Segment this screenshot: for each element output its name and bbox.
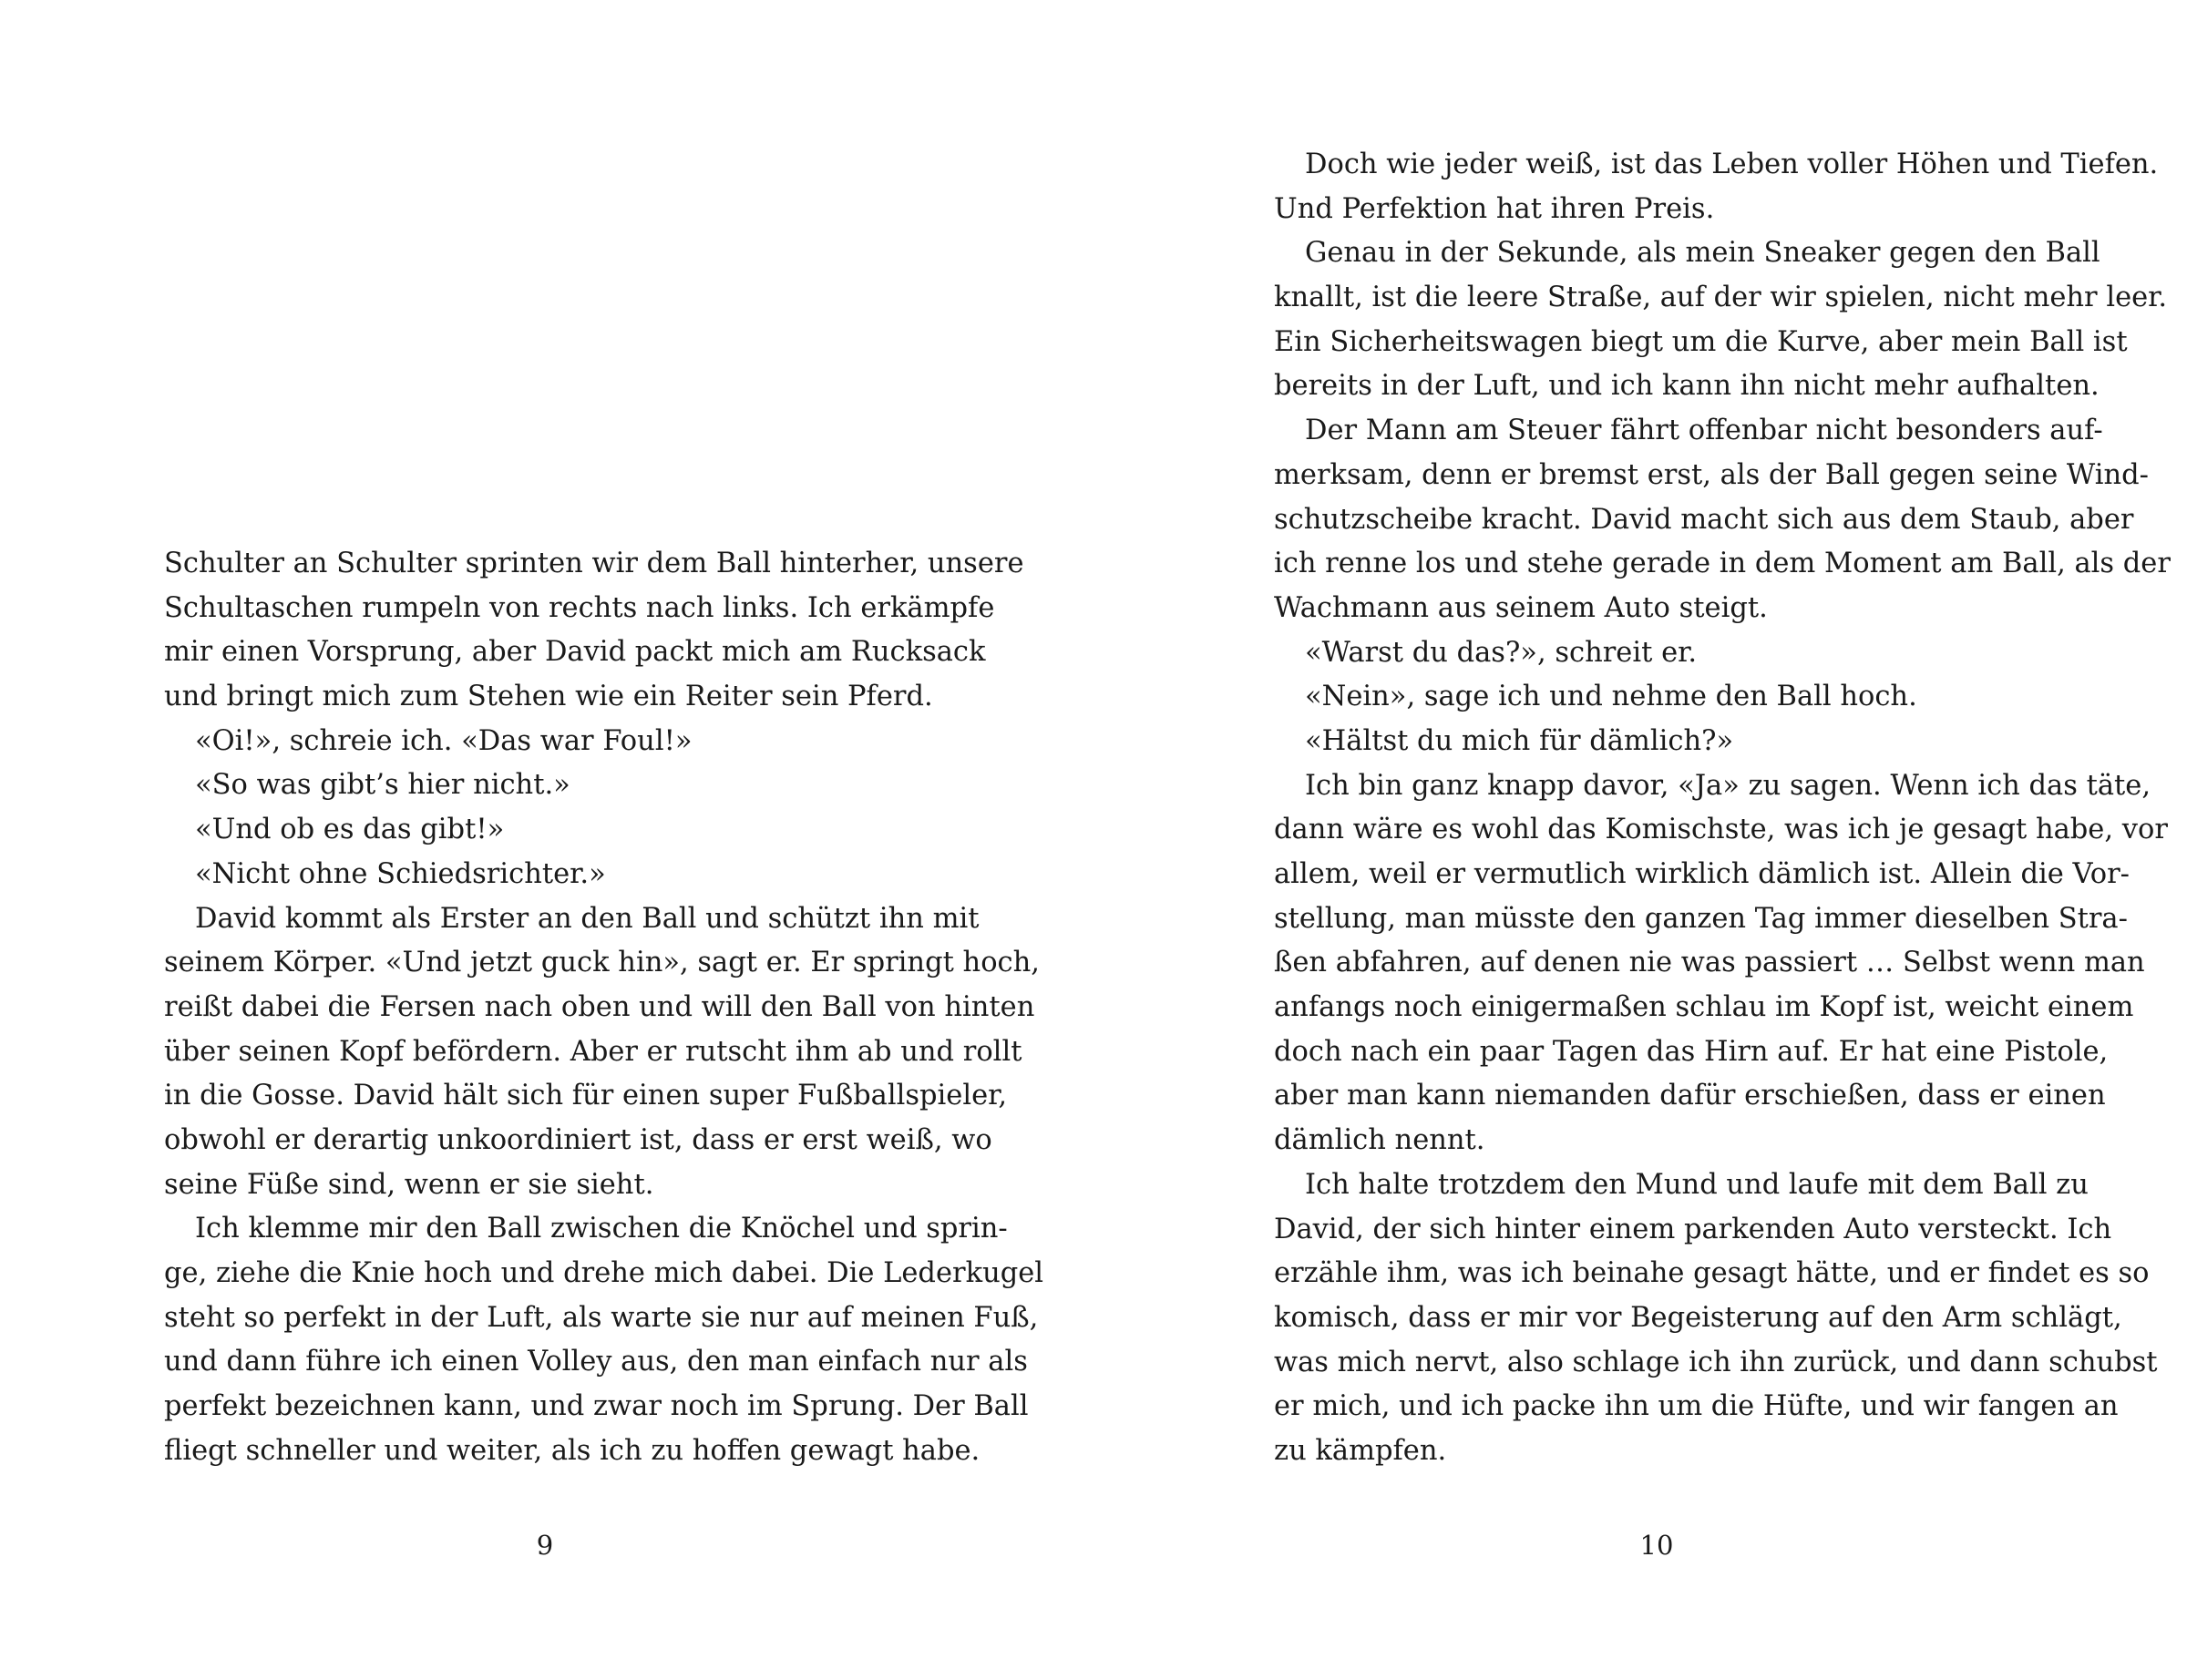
- text-line: reißt dabei die Fersen nach oben und will den Ball von hinten: [164, 990, 1035, 1023]
- text-line: ßen abfahren, auf denen nie was passiert … Selbst wenn man: [1274, 947, 2145, 979]
- text-line: seine Füße sind, wenn er sie sieht.: [164, 1168, 654, 1201]
- text-line: Wachmann aus seinem Auto steigt.: [1274, 591, 1768, 624]
- text-line: Ich halte trotzdem den Mund und laufe mit dem Ball zu: [1305, 1168, 2089, 1201]
- text-line: und bringt mich zum Stehen wie ein Reiter sein Pferd.: [164, 681, 933, 713]
- text-line: «Nicht ohne Schiedsrichter.»: [195, 857, 606, 890]
- text-line: und dann führe ich einen Volley aus, den man einfach nur als: [164, 1346, 1028, 1378]
- text-line: David, der sich hinter einem parkenden Auto versteckt. Ich: [1274, 1213, 2112, 1245]
- text-line: «Warst du das?», schreit er.: [1305, 636, 1698, 669]
- text-line: zu kämpfen.: [1274, 1434, 1447, 1467]
- text-line: Und Perfektion hat ihren Preis.: [1274, 192, 1715, 225]
- text-line: über seinen Kopf befördern. Aber er rutscht ihm ab und rollt: [164, 1035, 1022, 1068]
- text-line: doch nach ein paar Tagen das Hirn auf. Er hat eine Pistole,: [1274, 1035, 2109, 1068]
- text-line: David kommt als Erster an den Ball und schützt ihn mit: [195, 902, 980, 935]
- right-page-body: [1274, 143, 2171, 1474]
- text-line: seinem Körper. «Und jetzt guck hin», sagt er. Er springt hoch,: [164, 947, 1040, 979]
- text-line: perfekt bezeichnen kann, und zwar noch im Sprung. Der Ball: [164, 1390, 1029, 1423]
- text-line: mir einen Vorsprung, aber David packt mich am Rucksack: [164, 636, 986, 669]
- text-line: «Oi!», schreie ich. «Das war Foul!»: [195, 724, 693, 757]
- text-line: stellung, man müsste den ganzen Tag immer dieselben Stra-: [1274, 902, 2128, 935]
- text-line: anfangs noch einigermaßen schlau im Kopf ist, weicht einem: [1274, 991, 2134, 1024]
- right-page: [1094, 0, 2187, 1680]
- text-line: ge, ziehe die Knie hoch und drehe mich dabei. Die Lederkugel: [164, 1257, 1044, 1289]
- text-line: «So was gibt’s hier nicht.»: [195, 769, 570, 802]
- text-line: komisch, dass er mir vor Begeisterung auf den Arm schlägt,: [1274, 1301, 2122, 1334]
- text-line: Doch wie jeder weiß, ist das Leben voller Höhen und Tiefen.: [1305, 149, 2159, 180]
- text-line: merksam, denn er bremst erst, als der Ball gegen seine Wind-: [1274, 458, 2149, 491]
- text-line: er mich, und ich packe ihn um die Hüfte, und wir fangen an: [1274, 1390, 2119, 1423]
- text-line: ich renne los und stehe gerade in dem Moment am Ball, als der: [1274, 548, 2171, 580]
- text-line: dann wäre es wohl das Komischste, was ich je gesagt habe, vor: [1274, 814, 2168, 846]
- text-line: Schultaschen rumpeln von rechts nach links. Ich erkämpfe: [164, 591, 995, 624]
- left-page-body: [164, 542, 1044, 1473]
- text-line: Ich klemme mir den Ball zwischen die Knöchel und sprin-: [195, 1213, 1008, 1245]
- text-line: allem, weil er vermutlich wirklich dämlich ist. Allein die Vor-: [1274, 858, 2130, 890]
- page-number-right: 10: [1639, 1530, 1674, 1561]
- text-line: aber man kann niemanden dafür erschießen, dass er einen: [1274, 1080, 2106, 1112]
- text-line: Schulter an Schulter sprinten wir dem Ball hinterher, unsere: [164, 548, 1024, 579]
- text-line: Der Mann am Steuer fährt offenbar nicht besonders auf-: [1305, 415, 2103, 447]
- text-line: steht so perfekt in der Luft, als warte sie nur auf meinen Fuß,: [164, 1301, 1039, 1334]
- text-line: obwohl er derartig unkoordiniert ist, dass er erst weiß, wo: [164, 1123, 992, 1156]
- text-line: knallt, ist die leere Straße, auf der wir spielen, nicht mehr leer.: [1274, 282, 2168, 314]
- text-line: fliegt schneller und weiter, als ich zu hoffen gewagt habe.: [164, 1434, 981, 1467]
- text-line: Genau in der Sekunde, als mein Sneaker gegen den Ball: [1305, 237, 2100, 270]
- page-number-left: 9: [536, 1530, 554, 1561]
- text-line: «Nein», sage ich und nehme den Ball hoch.: [1305, 681, 1917, 713]
- text-line: dämlich nennt.: [1274, 1124, 1485, 1157]
- text-line: bereits in der Luft, und ich kann ihn nicht mehr aufhalten.: [1274, 370, 2100, 403]
- text-line: «Hältst du mich für dämlich?»: [1305, 724, 1734, 757]
- text-line: was mich nervt, also schlage ich ihn zurück, und dann schubst: [1274, 1346, 2158, 1378]
- text-line: erzähle ihm, was ich beinahe gesagt hätte, und er findet es so: [1274, 1257, 2150, 1290]
- text-line: in die Gosse. David hält sich für einen super Fußballspieler,: [164, 1080, 1008, 1112]
- text-line: «Und ob es das gibt!»: [195, 814, 505, 846]
- text-line: Ich bin ganz knapp davor, «Ja» zu sagen. Wenn ich das täte,: [1305, 769, 2151, 802]
- text-line: Ein Sicherheitswagen biegt um die Kurve, aber mein Ball ist: [1274, 325, 2128, 358]
- text-line: schutzscheibe kracht. David macht sich aus dem Staub, aber: [1274, 503, 2134, 536]
